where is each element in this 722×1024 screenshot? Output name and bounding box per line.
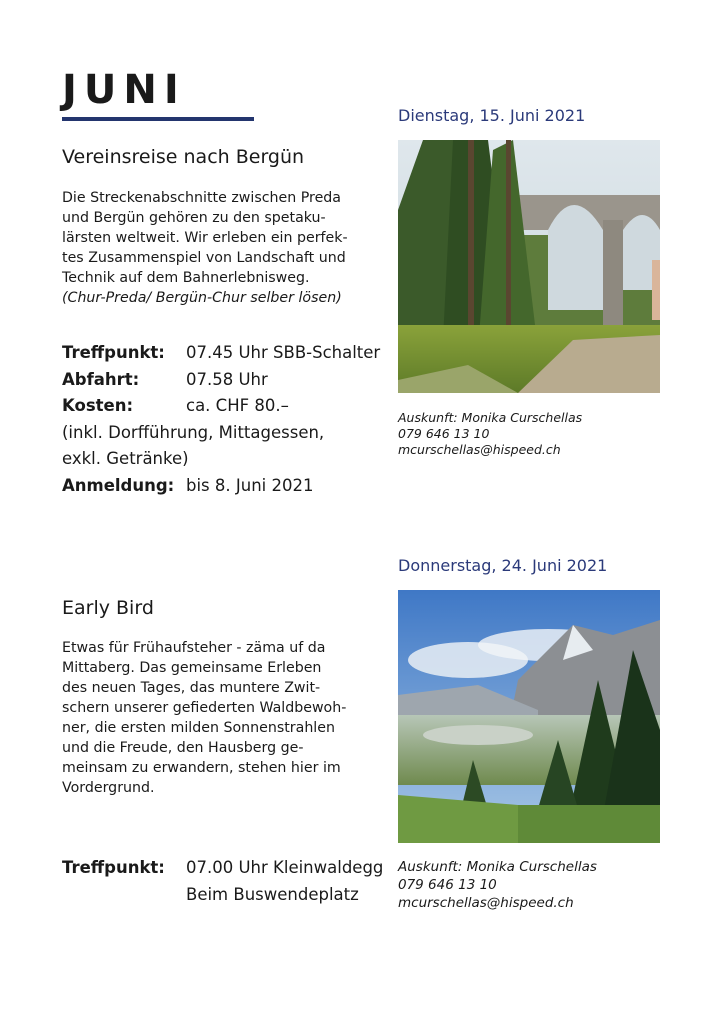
abfahrt-value: 07.58 Uhr [186,369,268,389]
abfahrt-label: Abfahrt: [62,369,140,389]
kosten-label: Kosten: [62,396,134,415]
contact-email[interactable]: mcurschellas@hispeed.ch [398,895,574,911]
event-1-description [62,188,387,308]
contact-name: Auskunft: Monika Curschellas [398,410,583,425]
event-2-description-line: Vordergrund. [62,780,155,796]
viaduct-forest-photo [398,140,660,393]
event-2-description-line: schern unserer gefiederten Waldbewoh- [62,700,347,716]
treffpunkt-value-2: Beim Buswendeplatz [186,884,359,904]
event-2-date: Donnerstag, 24. Juni 2021 [398,556,608,575]
event-2-treffpunkt-row [62,855,387,882]
event-1-description-line: Technik auf dem Bahnerlebnisweg. [62,270,310,286]
event-1-treffpunkt-row [62,340,387,367]
event-1-description-line: Die Streckenabschnitte zwischen Preda [62,190,341,206]
contact-phone: 079 646 13 10 [398,877,497,893]
event-1-description-line: tes Zusammenspiel von Landschaft und [62,250,346,266]
treffpunkt-value: 07.00 Uhr Kleinwaldegg [186,858,384,877]
event-1-contact [398,410,582,458]
anmeldung-label: Anmeldung: [62,475,175,495]
event-1-description-line: lärsten weltweit. Wir erleben ein perfek- [62,230,348,246]
treffpunkt-value: 07.45 Uhr SBB-Schalter [186,343,381,362]
event-1-ticket-note: (Chur-Preda/ Bergün-Chur selber lösen) [62,290,342,306]
event-2-treffpunkt-row-2 [62,882,387,909]
contact-name: Auskunft: Monika Curschellas [398,859,597,875]
kosten-note: exkl. Getränke) [62,449,189,468]
page-title: JUNI [62,67,186,113]
event-2-description-line: ner, die ersten milden Sonnenstrahlen [62,720,335,736]
event-1-details [62,340,387,499]
treffpunkt-label: Treffpunkt: [62,858,165,877]
event-1-abfahrt-row [62,367,387,394]
event-2-contact [398,858,597,912]
event-1-title: Vereinsreise nach Bergün [62,146,305,168]
event-2-details [62,855,387,908]
kosten-value: ca. CHF 80.– [186,396,289,415]
anmeldung-value: bis 8. Juni 2021 [186,475,314,495]
title-underline [62,117,254,121]
event-2-title: Early Bird [62,597,154,619]
event-2-description [62,638,387,798]
event-1-kosten-row [62,393,387,420]
event-2-description-line: Etwas für Frühaufsteher - zäma uf da [62,640,326,656]
event-1-anmeldung-row [62,473,387,500]
event-2-description-line: und die Freude, den Hausberg ge- [62,740,304,756]
treffpunkt-label: Treffpunkt: [62,343,165,362]
event-2-description-line: des neuen Tages, das muntere Zwit- [62,680,321,696]
mountain-valley-photo [398,590,660,843]
event-1-date: Dienstag, 15. Juni 2021 [398,106,586,125]
contact-email[interactable]: mcurschellas@hispeed.ch [398,442,561,457]
event-2-description-line: Mittaberg. Das gemeinsame Erleben [62,660,322,676]
kosten-note: (inkl. Dorfführung, Mittagessen, [62,422,325,442]
event-2-description-line: meinsam zu erwandern, stehen hier im [62,760,341,776]
event-1-description-line: und Bergün gehören zu den spetaku- [62,210,326,226]
contact-phone: 079 646 13 10 [398,426,490,441]
